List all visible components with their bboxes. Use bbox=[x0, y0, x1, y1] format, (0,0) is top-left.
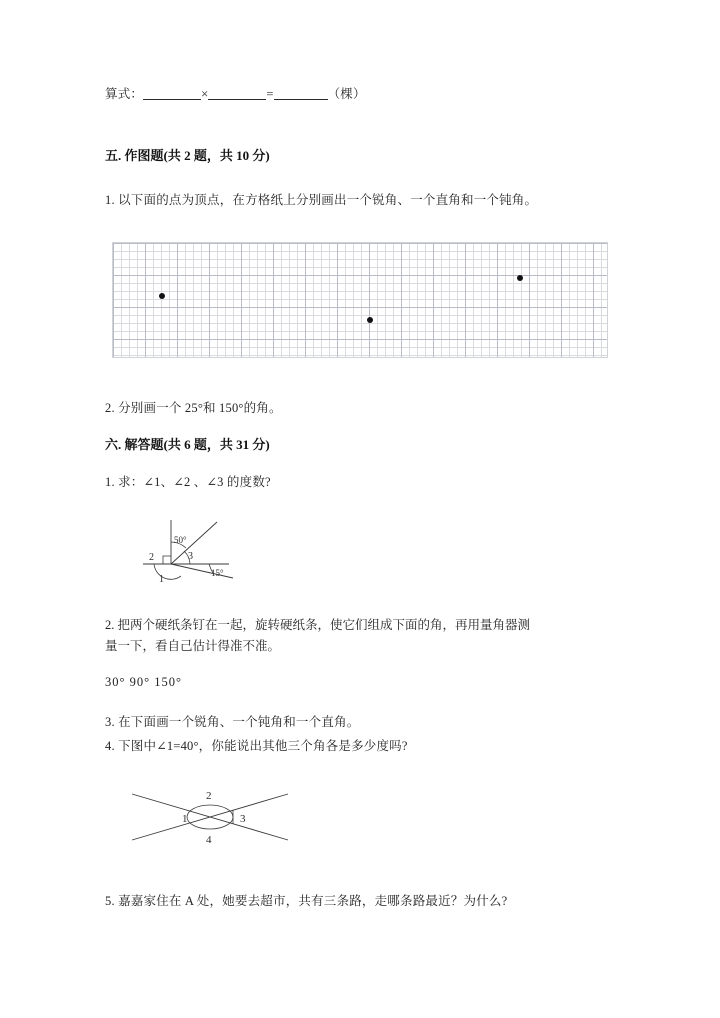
label-angle-50: 50° bbox=[174, 535, 187, 545]
formula-blank-3[interactable] bbox=[274, 87, 328, 100]
section-heading-six: 六. 解答题(共 6 题，共 31 分) bbox=[105, 437, 270, 452]
label-cross-angle-2: 2 bbox=[206, 790, 212, 802]
formula-suffix: （棵） bbox=[327, 87, 366, 101]
question-six-5: 5. 嘉嘉家住在 A 处，她要去超市，共有三条路，走哪条路最近？为什么? bbox=[105, 894, 508, 908]
three-angles-svg bbox=[143, 516, 238, 586]
grid-paper[interactable] bbox=[112, 242, 608, 358]
label-cross-angle-3: 3 bbox=[240, 813, 246, 825]
question-six-1: 1. 求：∠1、∠2 、∠3 的度数? bbox=[105, 475, 271, 489]
formula-blank-2[interactable] bbox=[208, 87, 266, 100]
question-six-4: 4. 下图中∠1=40°，你能说出其他三个角各是多少度吗? bbox=[105, 739, 408, 753]
figure-three-angles bbox=[143, 516, 238, 586]
formula-equals: = bbox=[266, 87, 274, 101]
formula-times: × bbox=[201, 87, 209, 101]
label-angle-15: 15° bbox=[211, 568, 224, 578]
question-six-3: 3. 在下面画一个锐角、一个钝角和一个直角。 bbox=[105, 715, 360, 729]
formula-line bbox=[105, 84, 366, 104]
section-heading-five: 五. 作图题(共 2 题，共 10 分) bbox=[105, 148, 270, 163]
figure-intersecting-lines bbox=[128, 782, 293, 852]
label-cross-angle-4: 4 bbox=[206, 834, 212, 846]
grid-dot-middle bbox=[367, 317, 373, 323]
label-angle-1: 1 bbox=[159, 574, 164, 585]
label-cross-angle-1: 1 bbox=[182, 813, 188, 825]
formula-blank-1[interactable] bbox=[143, 87, 201, 100]
question-five-1: 1. 以下面的点为顶点，在方格纸上分别画出一个锐角、一个直角和一个钝角。 bbox=[105, 193, 538, 207]
formula-prefix: 算式： bbox=[105, 87, 144, 101]
label-angle-2: 2 bbox=[149, 552, 154, 563]
grid-dot-right bbox=[517, 275, 523, 281]
question-six-2-values: 30° 90° 150° bbox=[105, 675, 182, 689]
question-six-2-line1: 2. 把两个硬纸条钉在一起，旋转硬纸条，使它们组成下面的角，再用量角器测 bbox=[105, 618, 531, 632]
intersecting-lines-svg bbox=[128, 782, 293, 852]
grid-dot-left bbox=[159, 293, 165, 299]
question-five-2: 2. 分别画一个 25°和 150°的角。 bbox=[105, 401, 282, 415]
question-six-2-line2: 量一下，看自己估计得准不准。 bbox=[105, 639, 281, 653]
label-angle-3: 3 bbox=[188, 551, 193, 562]
